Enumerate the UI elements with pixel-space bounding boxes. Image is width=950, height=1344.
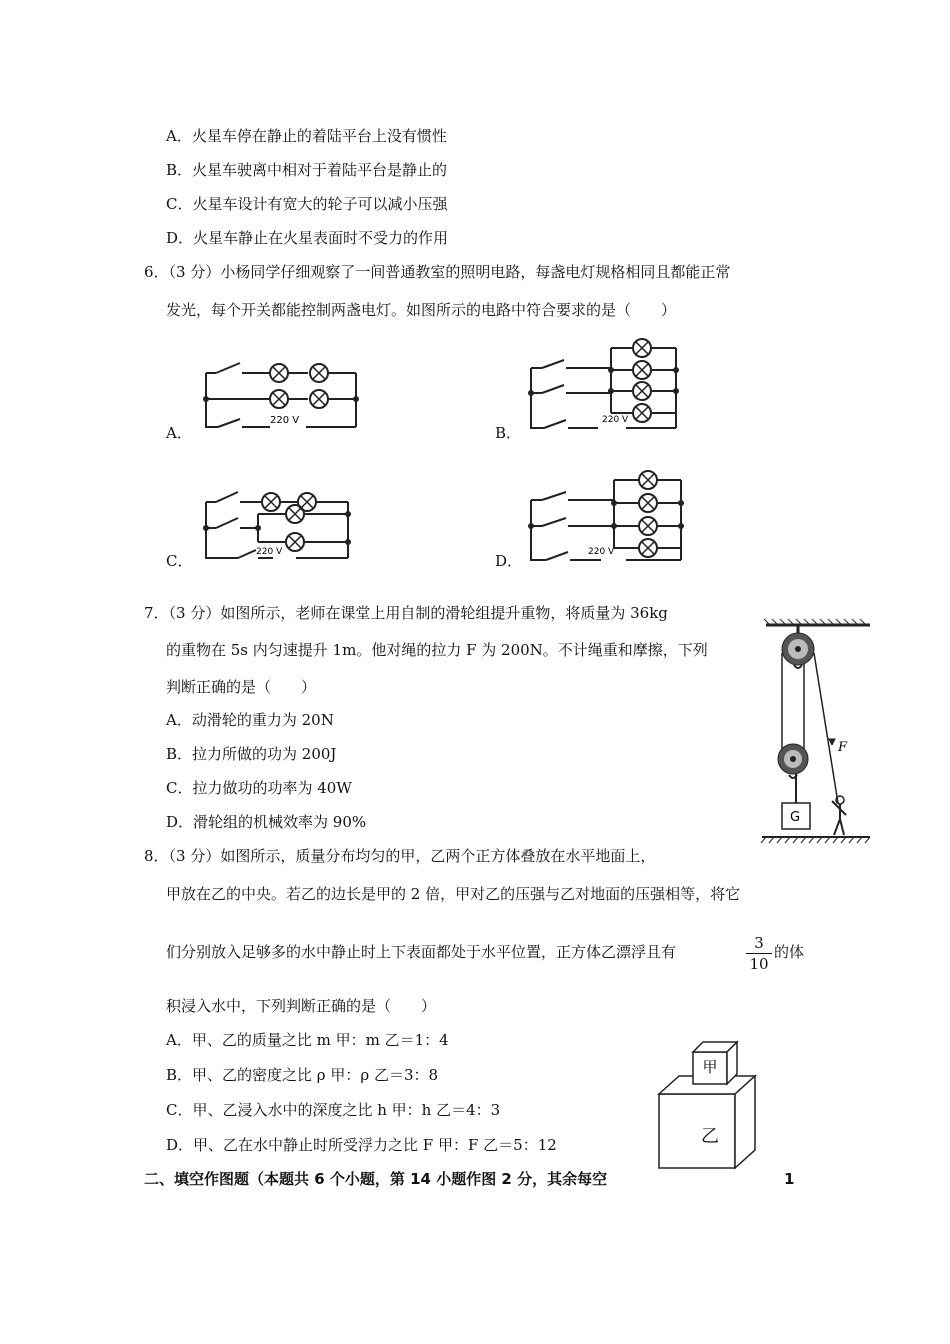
pulley-weight-label: G: [790, 810, 801, 825]
circuit-c-diagram: [198, 484, 358, 568]
circuit-b-diagram: [526, 338, 681, 438]
fraction-denominator: 10: [749, 955, 769, 973]
pulley-figure: [760, 615, 875, 845]
circuit-a-diagram: [198, 355, 360, 435]
q8-option-b: B．甲、乙的密度之比 ρ 甲：ρ 乙＝3：8: [166, 1066, 439, 1084]
q8-option-c: C．甲、乙浸入水中的深度之比 h 甲：h 乙＝4：3: [166, 1101, 501, 1119]
q5-option-c: C．火星车设计有宽大的轮子可以减小压强: [166, 195, 448, 213]
q7-option-c: C．拉力做功的功率为 40W: [166, 779, 352, 797]
q8-stem-line3: [166, 942, 676, 962]
circuit-b-voltage: 220 V: [602, 415, 629, 425]
section2-heading: 二、填空作图题（本题共 6 个小题，第 14 小题作图 2 分，其余每空: [144, 1170, 608, 1188]
fraction-3-10: [746, 934, 772, 973]
q8-option-d: D．甲、乙在水中静止时所受浮力之比 F 甲：F 乙＝5：12: [166, 1136, 557, 1154]
q6-label-a: A．: [166, 424, 192, 442]
q8-stem-line4: 积浸入水中，下列判断正确的是（ ）: [166, 997, 437, 1015]
q8-stem-line2: 甲放在乙的中央。若乙的边长是甲的 2 倍，甲对乙的压强与乙对地面的压强相等，将它: [166, 885, 741, 903]
fraction-numerator: 3: [754, 934, 764, 952]
pulley-force-label: F: [838, 740, 848, 755]
circuit-a-voltage: 220 V: [270, 415, 300, 426]
circuit-d-diagram: [526, 466, 686, 568]
q8-stem-line1: 8．（3 分）如图所示，质量分布均匀的甲，乙两个正方体叠放在水平地面上，: [144, 847, 656, 865]
q7-option-d: D．滑轮组的机械效率为 90%: [166, 813, 367, 831]
q7-stem-line2: 的重物在 5s 内匀速提升 1m。他对绳的拉力 F 为 200N。不计绳重和摩擦，下列: [166, 641, 708, 659]
q7-option-a: A．动滑轮的重力为 20N: [166, 711, 334, 729]
q8-stem-line3-text: 们分别放入足够多的水中静止时上下表面都处于水平位置，正方体乙漂浮且有: [166, 943, 677, 961]
q6-label-d: D．: [495, 552, 523, 570]
q5-option-b: B．火星车驶离中相对于着陆平台是静止的: [166, 161, 448, 179]
q6-stem-line2: 发光，每个开关都能控制两盏电灯。如图所示的电路中符合要求的是（ ）: [166, 301, 677, 319]
q5-option-d: D．火星车静止在火星表面时不受力的作用: [166, 229, 449, 247]
section2-heading-tail: 1: [784, 1170, 795, 1188]
cubes-figure: [655, 1036, 775, 1170]
cube-jia-label: 甲: [702, 1058, 718, 1076]
q7-stem-line1: 7．（3 分）如图所示，老师在课堂上用自制的滑轮组提升重物，将质量为 36kg: [144, 604, 668, 622]
q6-label-b: B．: [495, 424, 522, 442]
q6-label-c: C．: [166, 552, 193, 570]
circuit-c-voltage: 220 V: [256, 547, 283, 557]
q8-stem-line3-tail: 的体: [774, 943, 805, 961]
cube-yi-label: 乙: [701, 1126, 719, 1147]
q6-stem-line1: 6．（3 分）小杨同学仔细观察了一间普通教室的照明电路，每盏电灯规格相同且都能正常: [144, 263, 731, 281]
q7-option-b: B．拉力所做的功为 200J: [166, 745, 337, 763]
q5-option-a: A．火星车停在静止的着陆平台上没有惯性: [166, 127, 447, 145]
circuit-d-voltage: 220 V: [588, 547, 615, 557]
q7-stem-line3: 判断正确的是（ ）: [166, 678, 317, 696]
q8-option-a: A．甲、乙的质量之比 m 甲：m 乙＝1：4: [166, 1031, 449, 1049]
